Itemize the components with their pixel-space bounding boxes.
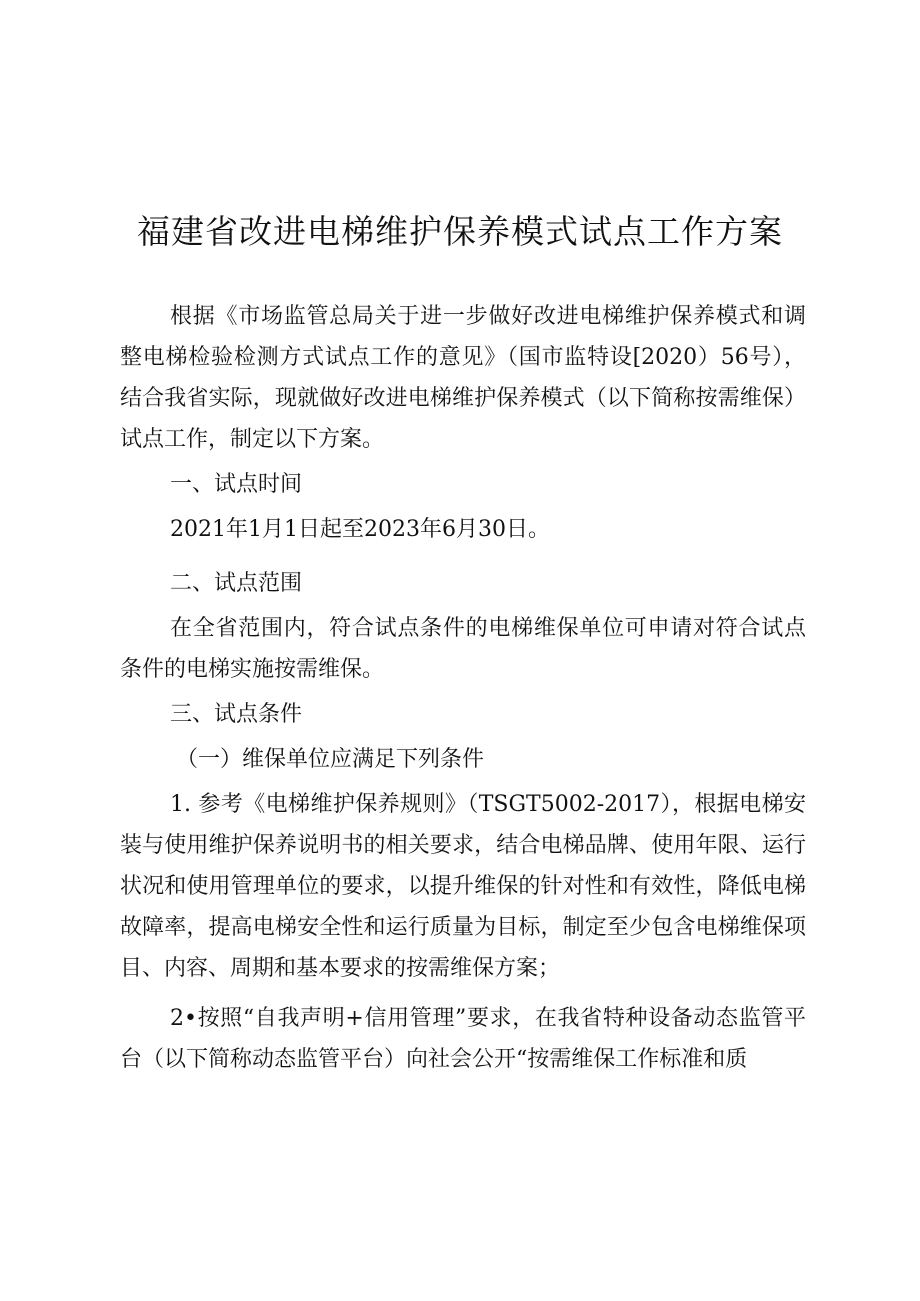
document-body <box>120 296 806 1080</box>
condition-item-2: 2•按照“自我声明+信用管理”要求，在我省特种设备动态监管平台（以下简称动态监管平台）向社会公开“按需维保工作标准和质 <box>120 1006 806 1072</box>
condition-item-1: 1. 参考《电梯维护保养规则》（TSGT5002-2017），根据电梯安装与使用维护保养说明书的相关要求，结合电梯品牌、使用年限、运行状况和使用管理单位的要求，以提升维保的针对性和有效性，降低电梯故障率，提高电梯安全性和运行质量为目标，制定至少包含电梯维保项目、内容、周期和基本要求的按需维保方案； <box>120 792 806 981</box>
document-title: 福建省改进电梯维护保养模式试点工作方案 <box>137 212 783 251</box>
intro-paragraph: 根据《市场监管总局关于进一步做好改进电梯维护保养模式和调整电梯检验检测方式试点工作的意见》（国市监特设[2020）56号），结合我省实际，现就做好改进电梯维护保养模式（以下简称按需维保）试点工作，制定以下方案。 <box>120 304 806 452</box>
section-2-heading: 二、试点范围 <box>170 571 303 596</box>
section-1-heading: 一、试点时间 <box>170 472 303 497</box>
section-1-text: 2021年1月1日起至2023年6月30日。 <box>170 517 550 542</box>
section-3-subheading: （一）维保单位应满足下列条件 <box>176 747 485 772</box>
section-3-heading: 三、试点条件 <box>170 702 303 727</box>
section-2-text: 在全省范围内，符合试点条件的电梯维保单位可申请对符合试点条件的电梯实施按需维保。 <box>120 616 806 682</box>
